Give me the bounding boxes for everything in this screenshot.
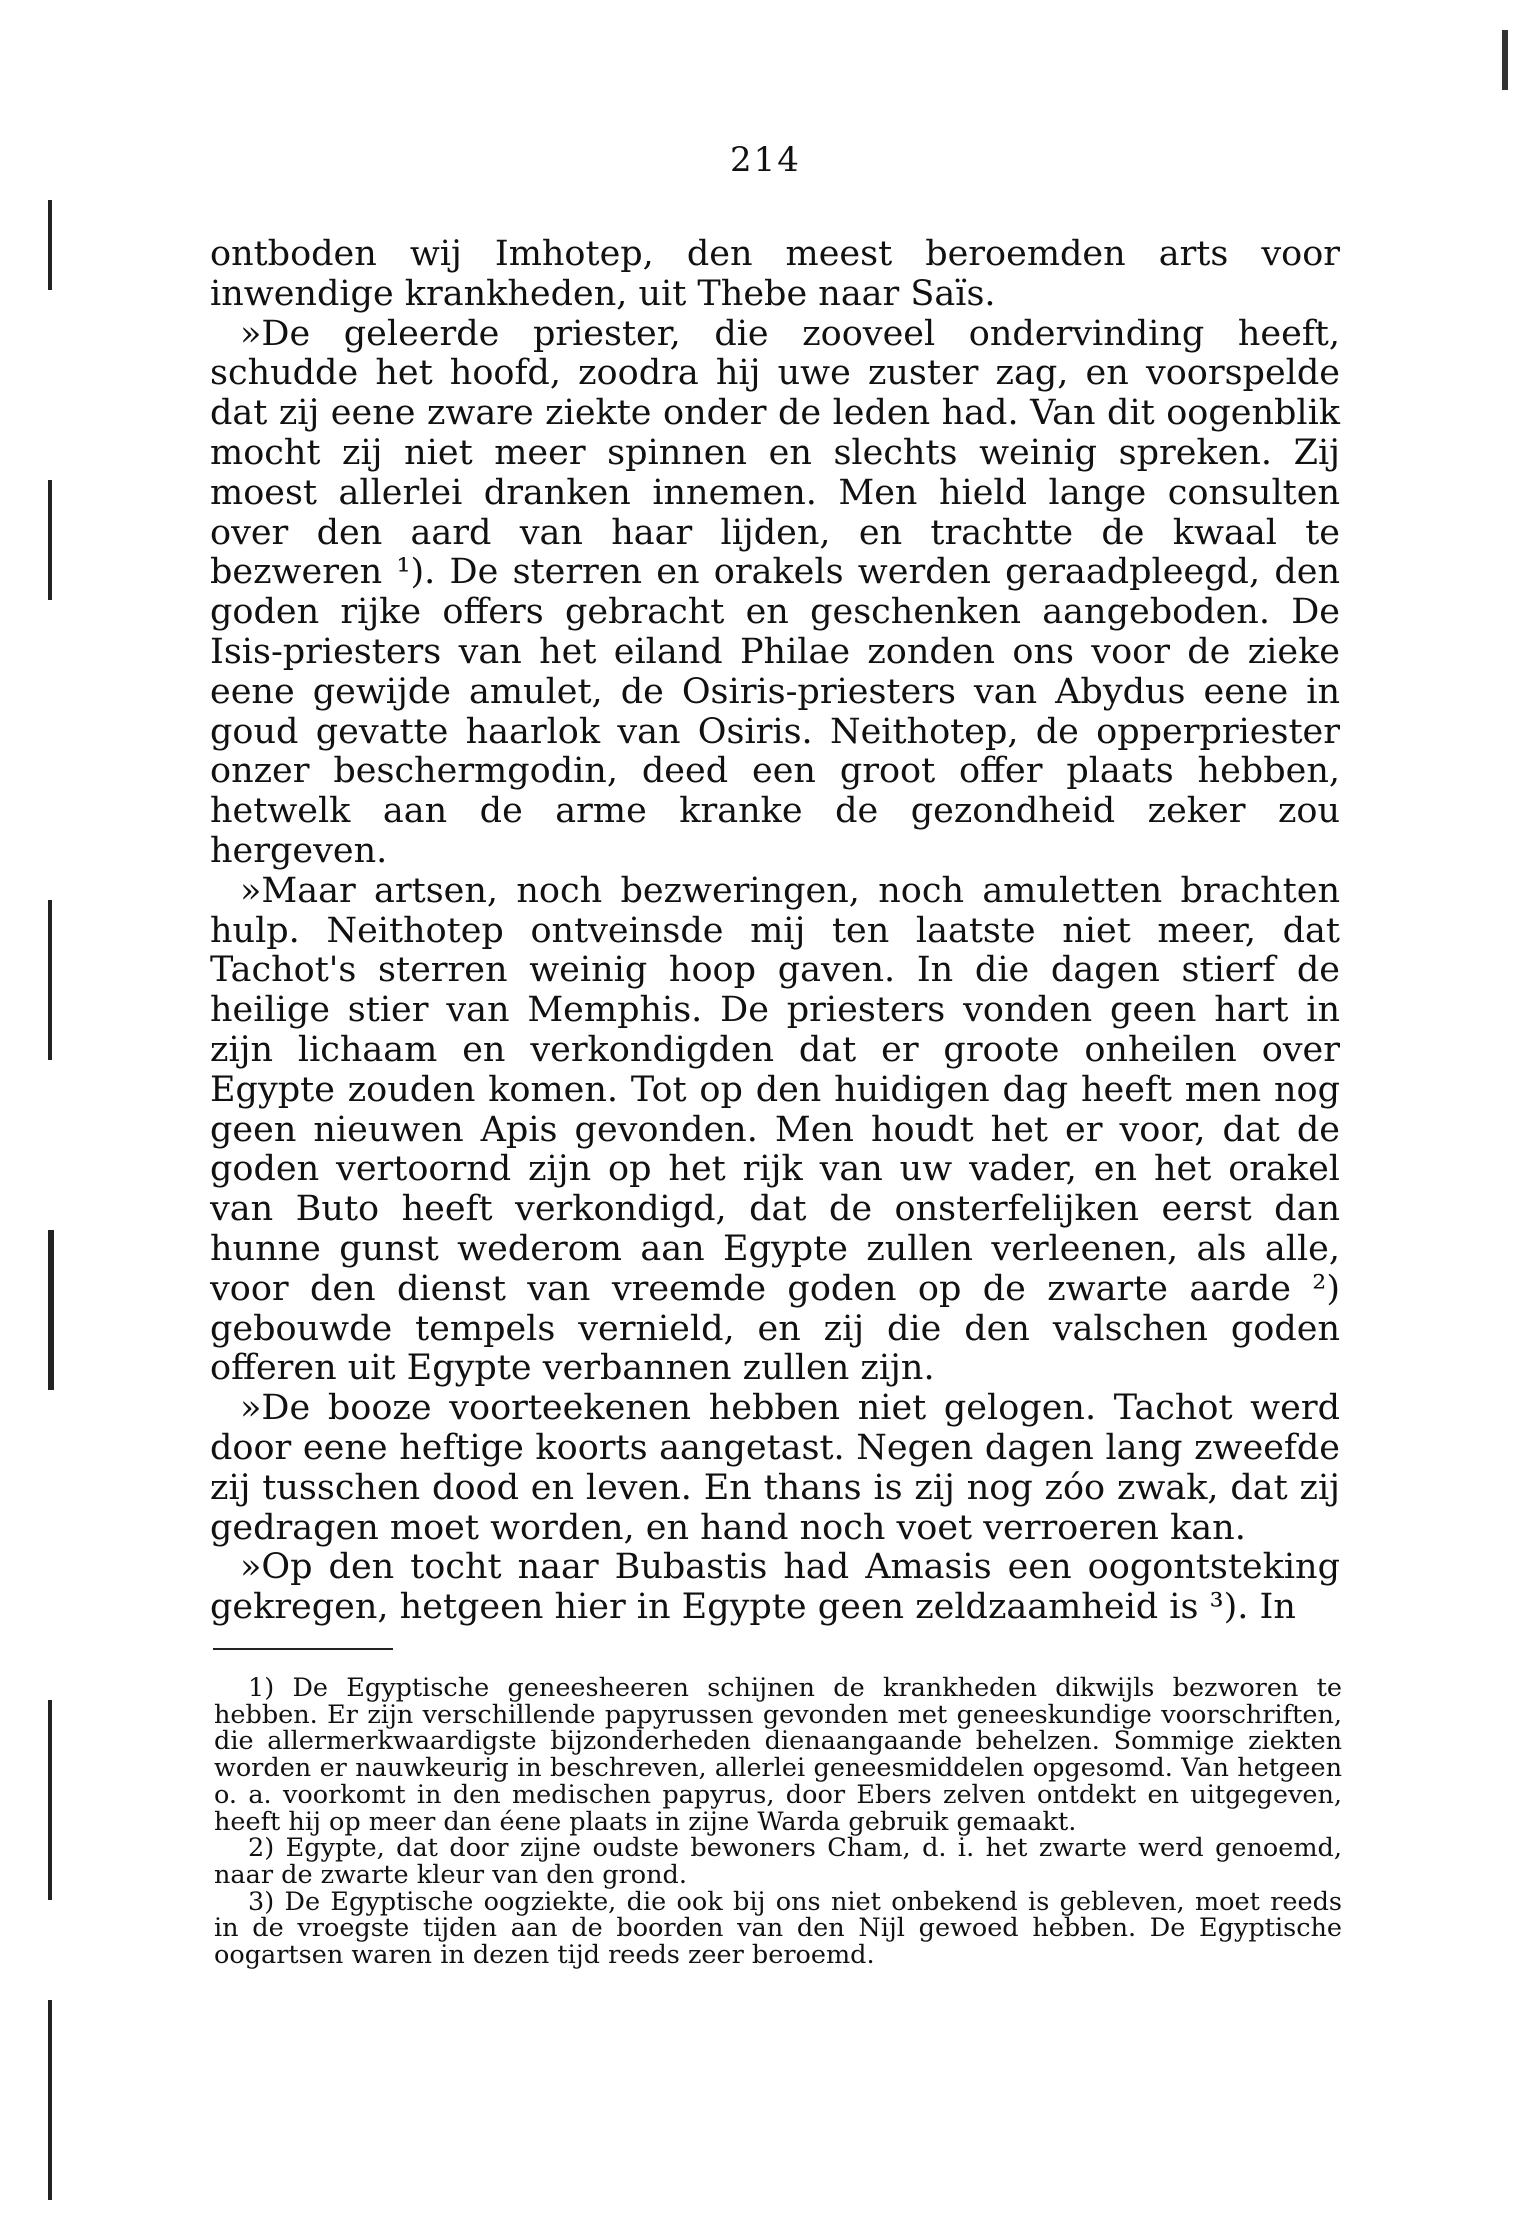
footnote: 3) De Egyptische oogziekte, die ook bij ons niet onbekend is gebleven, moet reeds in de vroegste tijden aan de boorden van den Nijl gewoed hebben. De Egyptische oogartsen waren in dezen tijd reeds zeer beroemd.: [214, 1886, 1342, 1971]
paragraph: »De geleerde priester, die zooveel ondervinding heeft, schudde het hoofd, zoodra hij uwe zuster zag, en voorspelde dat zij eene zware ziekte onder de leden had. Van dit oogenblik mocht zij niet meer spinnen en slechts weinig spreken. Zij moest allerlei dranken innemen. Men hield lange consulten over den aard van haar lijden, en trachtte de kwaal te bezweren ¹). De sterren en orakels werden geraadpleegd, den goden rijke offers gebracht en geschenken aangeboden. De Isis-priesters van het eiland Philae zonden ons voor de zieke eene gewijde amulet, de Osiris-priesters van Abydus eene in goud gevatte haarlok van Osiris. Neithotep, de opperpriester onzer beschermgodin, deed een groot offer plaats hebben, hetwelk aan de arme kranke de gezondheid zeker zou hergeven.: [210, 313, 1340, 871]
paragraph: »Maar artsen, noch bezweringen, noch amuletten brachten hulp. Neithotep ontveinsde mij ten laatste niet meer, dat Tachot's sterren weinig hoop gaven. In die dagen stierf de heilige stier van Memphis. De priesters vonden geen hart in zijn lichaam en verkondigden dat er groote onheilen over Egypte zouden komen. Tot op den huidigen dag heeft men nog geen nieuwen Apis gevonden. Men houdt het er voor, dat de goden vertoornd zijn op het rijk van uw vader, en het orakel van Buto heeft verkondigd, dat de onsterfelijken eerst dan hunne gunst wederom aan Egypte zullen verleenen, als alle, voor den dienst van vreemde goden op de zwarte aarde ²) gebouwde tempels vernield, en zij die den valschen goden offeren uit Egypte verbannen zullen zijn.: [210, 870, 1340, 1389]
scan-edge-mark: [48, 200, 52, 290]
scan-edge-mark: [48, 1230, 54, 1390]
scan-edge-mark: [48, 900, 52, 1060]
footnotes: [214, 1675, 1342, 1969]
footnote: 1) De Egyptische geneesheeren schijnen de krankheden dikwijls bezworen te hebben. Er zijn verschillende papyrussen gevonden met geneeskundige voorschriften, die allermerkwaardigste bijzonderheden dienaangaande behelzen. Sommige ziekten worden er nauwkeurig in beschreven, allerlei geneesmiddelen opgesomd. Van hetgeen o. a. voorkomt in den medischen papyrus, door Ebers zelven ontdekt en uitgegeven, heeft hij op meer dan éene plaats in zijne Warda gebruik gemaakt.: [214, 1673, 1342, 1837]
paragraph: »Op den tocht naar Bubastis had Amasis een oogontsteking gekregen, hetgeen hier in Egypte geen zeldzaamheid is ³). In: [210, 1547, 1340, 1628]
paragraph: ontboden wij Imhotep, den meest beroemden arts voor inwendige krankheden, uit Thebe naar Saïs.: [210, 234, 1340, 314]
footnote-divider: [213, 1648, 393, 1650]
scan-edge-mark: [48, 2000, 52, 2200]
scan-edge-mark: [48, 1700, 52, 1900]
body-text: [210, 235, 1340, 1628]
paragraph: »De booze voorteekenen hebben niet gelogen. Tachot werd door eene heftige koorts aangetast. Negen dagen lang zweefde zij tusschen dood en leven. En thans is zij nog zóo zwak, dat zij gedragen moet worden, en hand noch voet verroeren kan.: [210, 1388, 1340, 1548]
page-number: 214: [730, 140, 801, 180]
scan-edge-mark: [1502, 30, 1508, 90]
scan-edge-mark: [48, 480, 52, 600]
footnote: 2) Egypte, dat door zijne oudste bewoners Cham, d. i. het zwarte werd genoemd, naar de zwarte kleur van den grond.: [214, 1833, 1342, 1890]
